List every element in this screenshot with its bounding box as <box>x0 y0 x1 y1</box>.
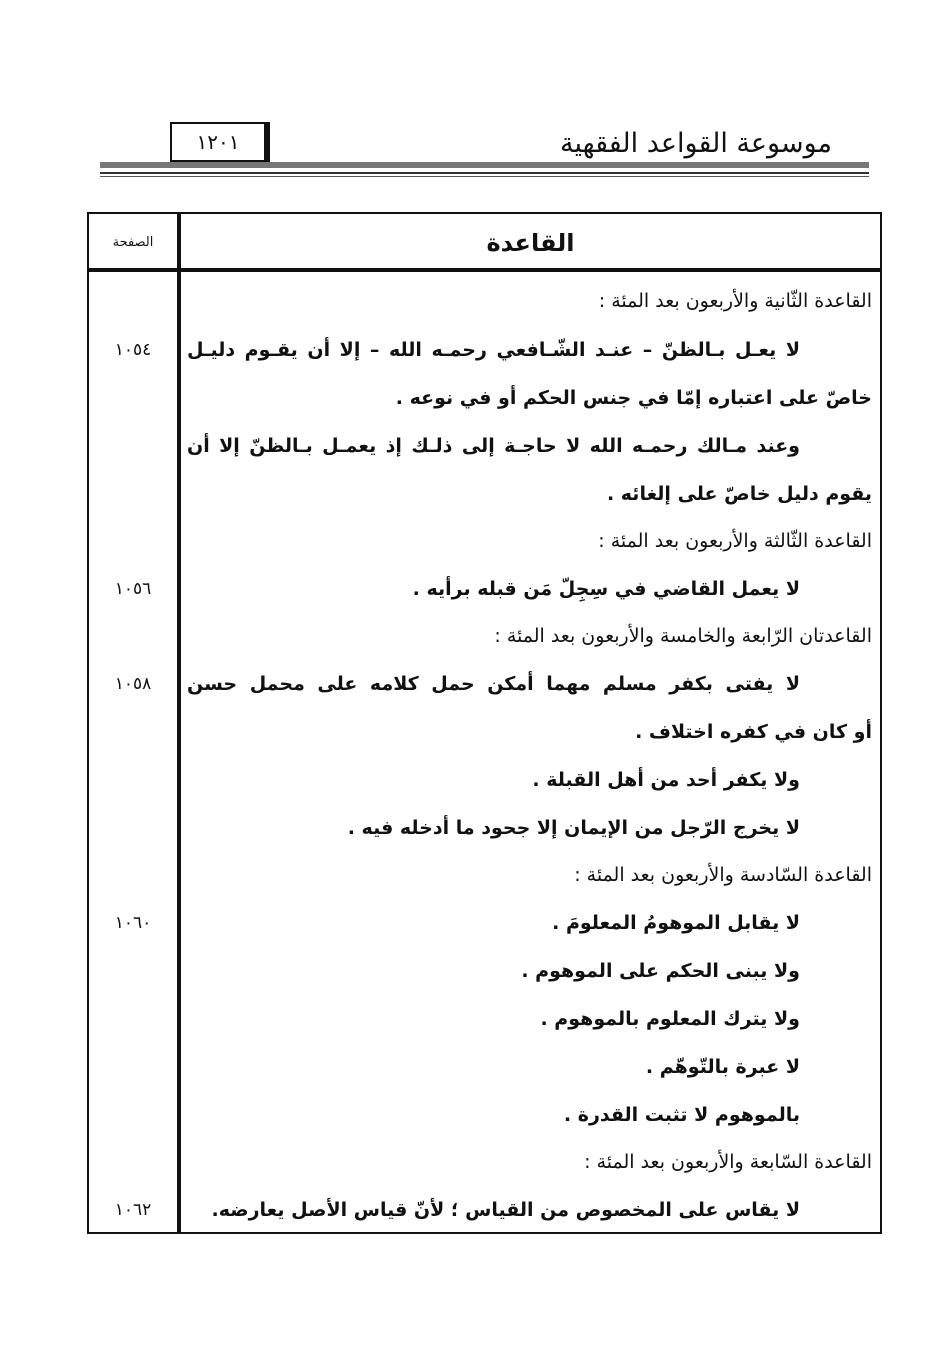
rule-text: خاصّ على اعتباره إمّا في جنس الحكم أو في نوعه . <box>395 387 872 409</box>
rule-text: بالموهوم لا تثبت القدرة . <box>563 1104 800 1126</box>
page-ref: ١٠٥٦ <box>114 579 152 599</box>
page-ref: ١٠٦٢ <box>114 1200 152 1220</box>
section-title: القاعدتان الرّابعة والخامسة والأربعون بعد المئة : <box>494 625 872 647</box>
column-divider <box>177 214 181 1232</box>
section-title: القاعدة السّابعة والأربعون بعد المئة : <box>584 1151 872 1173</box>
page-ref: ١٠٥٨ <box>114 674 152 694</box>
page-number-box: ١٢٠١ <box>170 122 270 162</box>
rule-text: ولا يبنى الحكم على الموهوم . <box>521 960 800 982</box>
column-header-rule: القاعدة <box>486 229 575 257</box>
section-title: القاعدة الثّالثة والأربعون بعد المئة : <box>598 530 872 552</box>
page-ref: ١٠٥٤ <box>114 340 152 360</box>
rule-text: لا يفتى بكفر مسلم مهما أمكن حمل كلامه على محمل حسن <box>187 673 800 695</box>
rule-text: أو كان في كفره اختلاف . <box>635 721 872 743</box>
header-rule-thin <box>100 172 869 174</box>
page-ref: ١٠٦٠ <box>114 913 152 933</box>
header-rule <box>100 162 869 168</box>
header-rule-thin-2 <box>100 176 869 177</box>
rule-text: لا يخرج الرّجل من الإيمان إلا جحود ما أدخله فيه . <box>347 817 800 839</box>
rule-text: لا عبرة بالتّوهّم . <box>645 1056 800 1078</box>
column-header-page: الصفحة <box>112 235 154 250</box>
rule-text: لا يقابل الموهومُ المعلومَ . <box>552 912 800 934</box>
rule-text: وعند مـالك رحمـه الله لا حاجـة إلى ذلـك إذ يعمـل بـالظنّ إلا أن <box>187 435 800 457</box>
index-table <box>87 212 882 1234</box>
section-title: القاعدة الثّانية والأربعون بعد المئة : <box>598 290 872 312</box>
section-title: القاعدة السّادسة والأربعون بعد المئة : <box>574 864 872 886</box>
book-title: موسوعة القواعد الفقهية <box>560 128 832 159</box>
rule-text: يقوم دليل خاصّ على إلغائه . <box>606 483 872 505</box>
rule-text: ولا يكفر أحد من أهل القبلة . <box>532 769 800 791</box>
rule-text: لا يقاس على المخصوص من القياس ؛ لأنّ قياس الأصل يعارضه. <box>211 1199 800 1221</box>
rule-text: لا يعـل بـالظنّ – عنـد الشّـافعي رحمـه الله – إلا أن يقـوم دليـل <box>187 339 800 361</box>
rule-text: لا يعمل القاضي في سِجِلّ مَن قبله برأيه . <box>412 578 800 600</box>
header-divider <box>89 268 880 272</box>
rule-text: ولا يترك المعلوم بالموهوم . <box>540 1008 800 1030</box>
